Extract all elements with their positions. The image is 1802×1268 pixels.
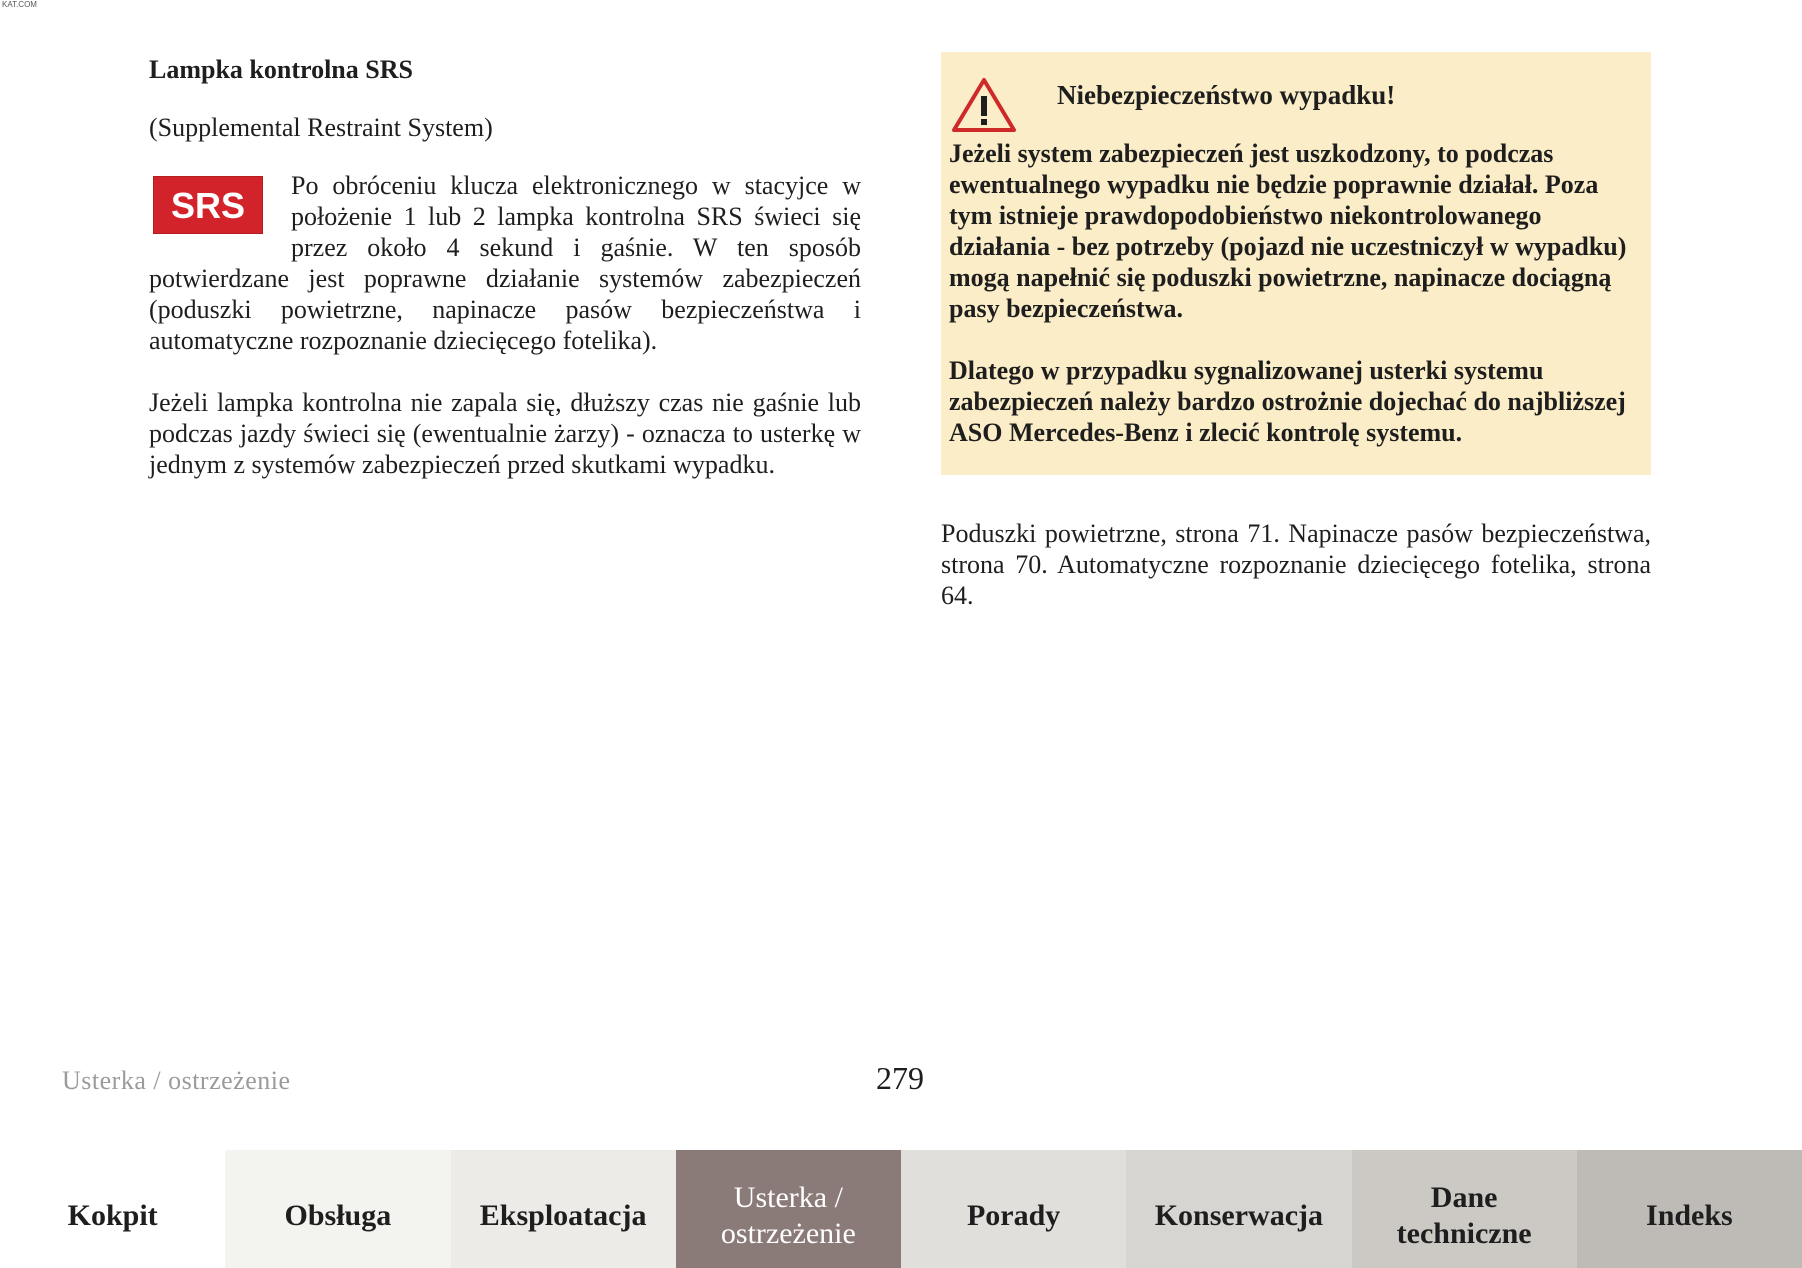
- warning-paragraph-1: Jeżeli system zabezpieczeń jest uszkodzony, to podczas ewentualnego wypadku nie będzie poprawnie działał. Poza tym istnieje prawdopodobieństwo niekontrolowanego działania - bez potrzeby (pojazd nie uczestniczył w wypadku) mogą napełnić się poduszki powietrzne, napinacze dociągną pasy bezpieczeństwa.: [949, 139, 1627, 323]
- section-title: Lampka kontrolna SRS: [149, 55, 413, 84]
- tab-label: Usterka / ostrzeżenie: [720, 1181, 856, 1250]
- tab-dane-techniczne[interactable]: [1352, 1150, 1577, 1268]
- tab-porady[interactable]: [901, 1150, 1126, 1268]
- page-references: Poduszki powietrzne, strona 71. Napinacze pasów bezpieczeństwa, strona 70. Automatyczne rozpoznanie dziecięcego fotelika, strona 64.: [941, 519, 1651, 610]
- chapter-label: Usterka / ostrzeżenie: [62, 1066, 291, 1095]
- tab-label: Kokpit: [67, 1199, 158, 1232]
- warning-title: Niebezpieczeństwo wypadku!: [1057, 80, 1396, 110]
- tab-eksploatacja[interactable]: [451, 1150, 676, 1268]
- page-number: 279: [876, 1060, 924, 1096]
- chapter-tabs: [0, 1150, 1802, 1268]
- paragraph-2: Jeżeli lampka kontrolna nie zapala się, dłuższy czas nie gaśnie lub podczas jazdy świeci się (ewentualnie żarzy) - oznacza to usterkę w jednym z systemów zabezpieczeń przed skutkami wypadku.: [149, 388, 861, 479]
- srs-section: [149, 50, 861, 480]
- srs-indicator-icon: SRS: [153, 176, 263, 234]
- tab-indeks[interactable]: [1577, 1150, 1802, 1268]
- tab-kokpit[interactable]: [0, 1150, 225, 1268]
- warning-header: [949, 72, 1643, 138]
- tab-usterka-ostrzezenie[interactable]: [676, 1150, 901, 1268]
- tab-label: Konserwacja: [1154, 1199, 1324, 1232]
- section-subtitle: (Supplemental Restraint System): [149, 113, 493, 142]
- tab-label: Indeks: [1646, 1199, 1733, 1232]
- tab-label: Dane techniczne: [1396, 1181, 1532, 1250]
- warning-paragraph-2: Dlatego w przypadku sygnalizowanej usterki systemu zabezpieczeń należy bardzo ostrożnie dojechać do najbliższej ASO Mercedes-Benz i zlecić kontrolę systemu.: [949, 356, 1626, 447]
- tab-label: Porady: [966, 1199, 1061, 1232]
- tab-label: Eksploatacja: [479, 1199, 647, 1232]
- tab-obsluga[interactable]: [225, 1150, 450, 1268]
- paragraph-1: [149, 170, 861, 356]
- watermark: KAT.COM: [2, 0, 37, 9]
- warning-triangle-icon: [951, 77, 1017, 133]
- tab-label: Obsługa: [284, 1199, 392, 1232]
- paragraph-1-text: Po obróceniu klucza elektronicznego w stacyjce w położenie 1 lub 2 lampka kontrolna SRS świeci się przez około 4 sekund i gaśnie. W ten sposób potwierdzane jest poprawne działanie systemów zabezpieczeń (poduszki powietrzne, napinacze pasów bezpieczeństwa i automatyczne rozpoznanie dziecięcego fotelika).: [149, 171, 861, 355]
- warning-box: [941, 52, 1651, 475]
- tab-konserwacja[interactable]: [1126, 1150, 1351, 1268]
